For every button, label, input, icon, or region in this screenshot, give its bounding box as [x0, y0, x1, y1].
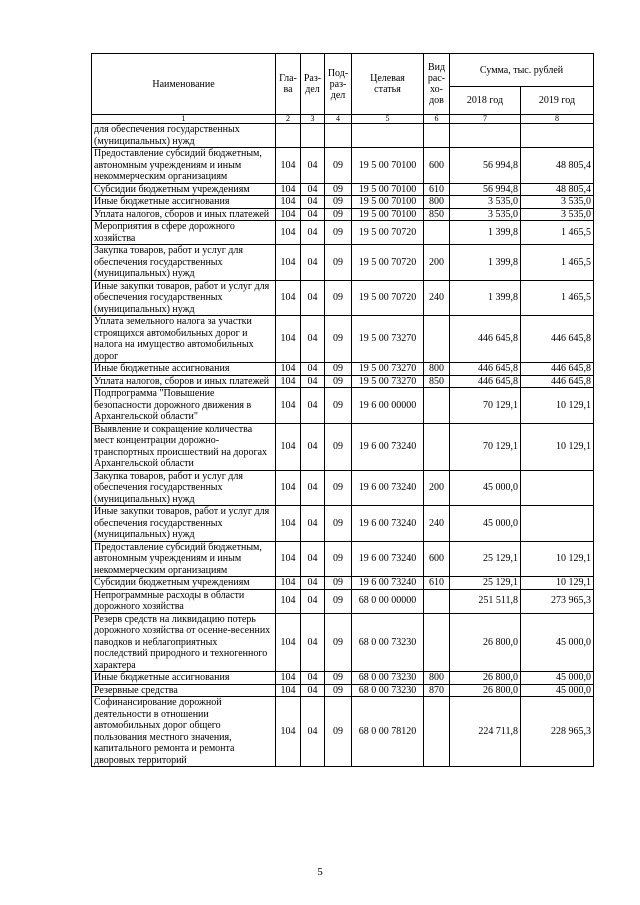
table-row	[92, 541, 594, 577]
row-razdel: 04	[301, 697, 325, 767]
row-target: 68 0 00 73230	[352, 672, 424, 685]
row-sum-2019: 1 465,5	[521, 245, 594, 281]
row-target: 19 6 00 73240	[352, 577, 424, 590]
row-podrazdel: 09	[325, 697, 352, 767]
row-target: 19 5 00 73270	[352, 375, 424, 388]
row-razdel: 04	[301, 183, 325, 196]
row-sum-2018: 446 645,8	[450, 316, 521, 363]
table-row	[92, 423, 594, 470]
column-number: 1	[92, 115, 276, 124]
row-name: Непрограммные расходы в области дорожного хозяйства	[92, 589, 276, 613]
row-vid	[424, 697, 450, 767]
row-vid: 800	[424, 672, 450, 685]
row-name: Уплата земельного налога за участки строящихся автомобильных дорог и налога на имущество автомобильных дорог	[92, 316, 276, 363]
row-name: Иные закупки товаров, работ и услуг для обеспечения государственных (муниципальных) нужд	[92, 280, 276, 316]
row-vid: 240	[424, 280, 450, 316]
row-vid	[424, 613, 450, 672]
table-row	[92, 577, 594, 590]
table-row	[92, 316, 594, 363]
row-sum-2018: 3 535,0	[450, 196, 521, 209]
row-razdel: 04	[301, 245, 325, 281]
column-number: 8	[521, 115, 594, 124]
row-sum-2019: 3 535,0	[521, 196, 594, 209]
row-podrazdel: 09	[325, 148, 352, 184]
row-vid: 870	[424, 684, 450, 697]
row-sum-2019: 10 129,1	[521, 577, 594, 590]
row-name: Резерв средств на ликвидацию потерь дорожного хозяйства от осенне-весенних паводков и неблагоприятных последствий природного и техногенного характера	[92, 613, 276, 672]
row-sum-2019: 48 805,4	[521, 148, 594, 184]
row-glava: 104	[276, 684, 301, 697]
row-name: Уплата налогов, сборов и иных платежей	[92, 375, 276, 388]
row-razdel: 04	[301, 148, 325, 184]
row-vid	[424, 388, 450, 424]
table-row	[92, 363, 594, 376]
row-name: Субсидии бюджетным учреждениям	[92, 183, 276, 196]
row-podrazdel: 09	[325, 245, 352, 281]
row-sum-2019: 10 129,1	[521, 423, 594, 470]
row-name: Резервные средства	[92, 684, 276, 697]
row-podrazdel: 09	[325, 316, 352, 363]
row-sum-2018: 56 994,8	[450, 148, 521, 184]
table-row	[92, 470, 594, 506]
row-sum-2018: 70 129,1	[450, 388, 521, 424]
row-sum-2018: 70 129,1	[450, 423, 521, 470]
row-podrazdel: 09	[325, 183, 352, 196]
row-razdel: 04	[301, 577, 325, 590]
row-sum-2019: 228 965,3	[521, 697, 594, 767]
row-podrazdel: 09	[325, 589, 352, 613]
row-name: Подпрограмма "Повышение безопасности дорожного движения в Архангельской области"	[92, 388, 276, 424]
row-sum-2018: 26 800,0	[450, 672, 521, 685]
row-sum-2018: 3 535,0	[450, 208, 521, 221]
row-sum-2019	[521, 124, 594, 148]
row-glava: 104	[276, 245, 301, 281]
row-sum-2018: 224 711,8	[450, 697, 521, 767]
row-name: Закупка товаров, работ и услуг для обеспечения государственных (муниципальных) нужд	[92, 470, 276, 506]
row-razdel: 04	[301, 208, 325, 221]
row-name: Закупка товаров, работ и услуг для обеспечения государственных (муниципальных) нужд	[92, 245, 276, 281]
table-row	[92, 196, 594, 209]
row-sum-2018: 1 399,8	[450, 221, 521, 245]
column-number: 4	[325, 115, 352, 124]
header-2018: 2018 год	[450, 87, 521, 115]
row-target	[352, 124, 424, 148]
row-sum-2019	[521, 470, 594, 506]
row-glava: 104	[276, 183, 301, 196]
row-name: Софинансирование дорожной деятельности в отношении автомобильных дорог общего пользования местного значения, капитального ремонта и ремонта дворовых территорий	[92, 697, 276, 767]
row-vid: 200	[424, 470, 450, 506]
row-sum-2019: 273 965,3	[521, 589, 594, 613]
header-target: Целевая статья	[352, 54, 424, 115]
row-name: Иные бюджетные ассигнования	[92, 196, 276, 209]
row-vid	[424, 423, 450, 470]
column-number: 3	[301, 115, 325, 124]
row-sum-2018: 1 399,8	[450, 245, 521, 281]
table-row	[92, 245, 594, 281]
row-glava: 104	[276, 388, 301, 424]
header-razdel: Раз- дел	[301, 54, 325, 115]
row-target: 19 5 00 73270	[352, 363, 424, 376]
column-number: 2	[276, 115, 301, 124]
budget-table	[91, 53, 594, 767]
row-razdel: 04	[301, 196, 325, 209]
row-razdel: 04	[301, 221, 325, 245]
row-target: 68 0 00 00000	[352, 589, 424, 613]
row-vid: 200	[424, 245, 450, 281]
row-sum-2019: 10 129,1	[521, 388, 594, 424]
row-podrazdel: 09	[325, 280, 352, 316]
table-row	[92, 280, 594, 316]
row-glava: 104	[276, 577, 301, 590]
row-name: Мероприятия в сфере дорожного хозяйства	[92, 221, 276, 245]
row-podrazdel: 09	[325, 541, 352, 577]
row-podrazdel: 09	[325, 577, 352, 590]
page-number: 5	[317, 866, 323, 878]
row-name: Иные закупки товаров, работ и услуг для обеспечения государственных (муниципальных) нужд	[92, 506, 276, 542]
row-vid: 850	[424, 375, 450, 388]
table-row	[92, 183, 594, 196]
row-glava: 104	[276, 613, 301, 672]
row-razdel: 04	[301, 280, 325, 316]
row-glava: 104	[276, 196, 301, 209]
row-sum-2018: 26 800,0	[450, 613, 521, 672]
row-target: 68 0 00 73230	[352, 684, 424, 697]
row-name: Иные бюджетные ассигнования	[92, 363, 276, 376]
row-sum-2019: 45 000,0	[521, 672, 594, 685]
row-name: для обеспечения государственных (муниципальных) нужд	[92, 124, 276, 148]
row-sum-2019: 45 000,0	[521, 684, 594, 697]
row-razdel: 04	[301, 589, 325, 613]
row-sum-2018: 26 800,0	[450, 684, 521, 697]
row-vid: 600	[424, 541, 450, 577]
row-podrazdel: 09	[325, 375, 352, 388]
row-podrazdel: 09	[325, 221, 352, 245]
row-razdel	[301, 124, 325, 148]
row-podrazdel	[325, 124, 352, 148]
row-razdel: 04	[301, 316, 325, 363]
header-vid: Вид рас- хо- дов	[424, 54, 450, 115]
row-target: 19 5 00 70100	[352, 148, 424, 184]
row-target: 19 5 00 70100	[352, 183, 424, 196]
row-vid: 600	[424, 148, 450, 184]
column-number: 6	[424, 115, 450, 124]
row-target: 19 5 00 70100	[352, 208, 424, 221]
row-sum-2019: 446 645,8	[521, 316, 594, 363]
row-glava	[276, 124, 301, 148]
row-podrazdel: 09	[325, 196, 352, 209]
row-target: 19 5 00 70100	[352, 196, 424, 209]
row-sum-2019: 446 645,8	[521, 375, 594, 388]
table-row	[92, 589, 594, 613]
row-sum-2019	[521, 506, 594, 542]
table-row	[92, 208, 594, 221]
row-name: Иные бюджетные ассигнования	[92, 672, 276, 685]
row-sum-2019: 48 805,4	[521, 183, 594, 196]
table-row	[92, 697, 594, 767]
row-target: 19 6 00 73240	[352, 541, 424, 577]
row-sum-2018: 1 399,8	[450, 280, 521, 316]
row-vid: 800	[424, 363, 450, 376]
row-sum-2018: 446 645,8	[450, 363, 521, 376]
row-sum-2018: 25 129,1	[450, 577, 521, 590]
header-2019: 2019 год	[521, 87, 594, 115]
row-podrazdel: 09	[325, 684, 352, 697]
row-glava: 104	[276, 589, 301, 613]
row-target: 19 6 00 73240	[352, 423, 424, 470]
table-row	[92, 506, 594, 542]
row-target: 19 6 00 73240	[352, 506, 424, 542]
row-target: 19 6 00 00000	[352, 388, 424, 424]
row-name: Предоставление субсидий бюджетным, автономным учреждениям и иным некоммерческим организациям	[92, 541, 276, 577]
row-target: 19 5 00 70720	[352, 280, 424, 316]
header-glava: Гла- ва	[276, 54, 301, 115]
row-sum-2018: 251 511,8	[450, 589, 521, 613]
header-name: Наименование	[92, 54, 276, 115]
row-name: Предоставление субсидий бюджетным, автономным учреждениям и иным некоммерческим организациям	[92, 148, 276, 184]
row-razdel: 04	[301, 506, 325, 542]
row-glava: 104	[276, 423, 301, 470]
row-podrazdel: 09	[325, 470, 352, 506]
row-razdel: 04	[301, 388, 325, 424]
row-target: 19 5 00 70720	[352, 221, 424, 245]
row-glava: 104	[276, 363, 301, 376]
row-glava: 104	[276, 506, 301, 542]
row-razdel: 04	[301, 363, 325, 376]
row-podrazdel: 09	[325, 423, 352, 470]
table-row	[92, 375, 594, 388]
table-row	[92, 388, 594, 424]
row-podrazdel: 09	[325, 388, 352, 424]
row-razdel: 04	[301, 672, 325, 685]
row-sum-2018: 25 129,1	[450, 541, 521, 577]
row-target: 19 5 00 73270	[352, 316, 424, 363]
row-vid: 610	[424, 577, 450, 590]
header-sum: Сумма, тыс. рублей	[450, 54, 594, 87]
row-razdel: 04	[301, 684, 325, 697]
row-target: 19 6 00 73240	[352, 470, 424, 506]
row-sum-2019: 3 535,0	[521, 208, 594, 221]
row-razdel: 04	[301, 375, 325, 388]
row-sum-2018: 446 645,8	[450, 375, 521, 388]
row-target: 68 0 00 78120	[352, 697, 424, 767]
table-row	[92, 684, 594, 697]
row-sum-2018	[450, 124, 521, 148]
row-sum-2019: 10 129,1	[521, 541, 594, 577]
row-podrazdel: 09	[325, 506, 352, 542]
row-vid: 610	[424, 183, 450, 196]
row-podrazdel: 09	[325, 363, 352, 376]
row-glava: 104	[276, 375, 301, 388]
table-row	[92, 124, 594, 148]
row-razdel: 04	[301, 613, 325, 672]
row-vid	[424, 316, 450, 363]
row-vid	[424, 221, 450, 245]
row-vid: 850	[424, 208, 450, 221]
row-vid: 240	[424, 506, 450, 542]
row-sum-2019: 446 645,8	[521, 363, 594, 376]
row-glava: 104	[276, 280, 301, 316]
row-razdel: 04	[301, 541, 325, 577]
column-numbers-row	[92, 115, 594, 124]
row-target: 19 5 00 70720	[352, 245, 424, 281]
row-sum-2019: 1 465,5	[521, 280, 594, 316]
row-glava: 104	[276, 672, 301, 685]
row-glava: 104	[276, 316, 301, 363]
header-podrazdel: Под- раз- дел	[325, 54, 352, 115]
table-row	[92, 613, 594, 672]
row-vid	[424, 124, 450, 148]
row-podrazdel: 09	[325, 613, 352, 672]
row-glava: 104	[276, 148, 301, 184]
row-razdel: 04	[301, 470, 325, 506]
row-glava: 104	[276, 221, 301, 245]
row-vid	[424, 589, 450, 613]
row-glava: 104	[276, 541, 301, 577]
row-glava: 104	[276, 697, 301, 767]
row-target: 68 0 00 73230	[352, 613, 424, 672]
table-row	[92, 221, 594, 245]
row-sum-2019: 1 465,5	[521, 221, 594, 245]
row-sum-2018: 45 000,0	[450, 506, 521, 542]
row-podrazdel: 09	[325, 672, 352, 685]
row-sum-2018: 56 994,8	[450, 183, 521, 196]
row-podrazdel: 09	[325, 208, 352, 221]
row-sum-2018: 45 000,0	[450, 470, 521, 506]
row-name: Субсидии бюджетным учреждениям	[92, 577, 276, 590]
row-name: Уплата налогов, сборов и иных платежей	[92, 208, 276, 221]
row-glava: 104	[276, 470, 301, 506]
table-row	[92, 148, 594, 184]
row-razdel: 04	[301, 423, 325, 470]
row-name: Выявление и сокращение количества мест концентрации дорожно-транспортных происшествий на дорогах Архангельской области	[92, 423, 276, 470]
row-glava: 104	[276, 208, 301, 221]
table-row	[92, 672, 594, 685]
row-sum-2019: 45 000,0	[521, 613, 594, 672]
column-number: 5	[352, 115, 424, 124]
row-vid: 800	[424, 196, 450, 209]
column-number: 7	[450, 115, 521, 124]
